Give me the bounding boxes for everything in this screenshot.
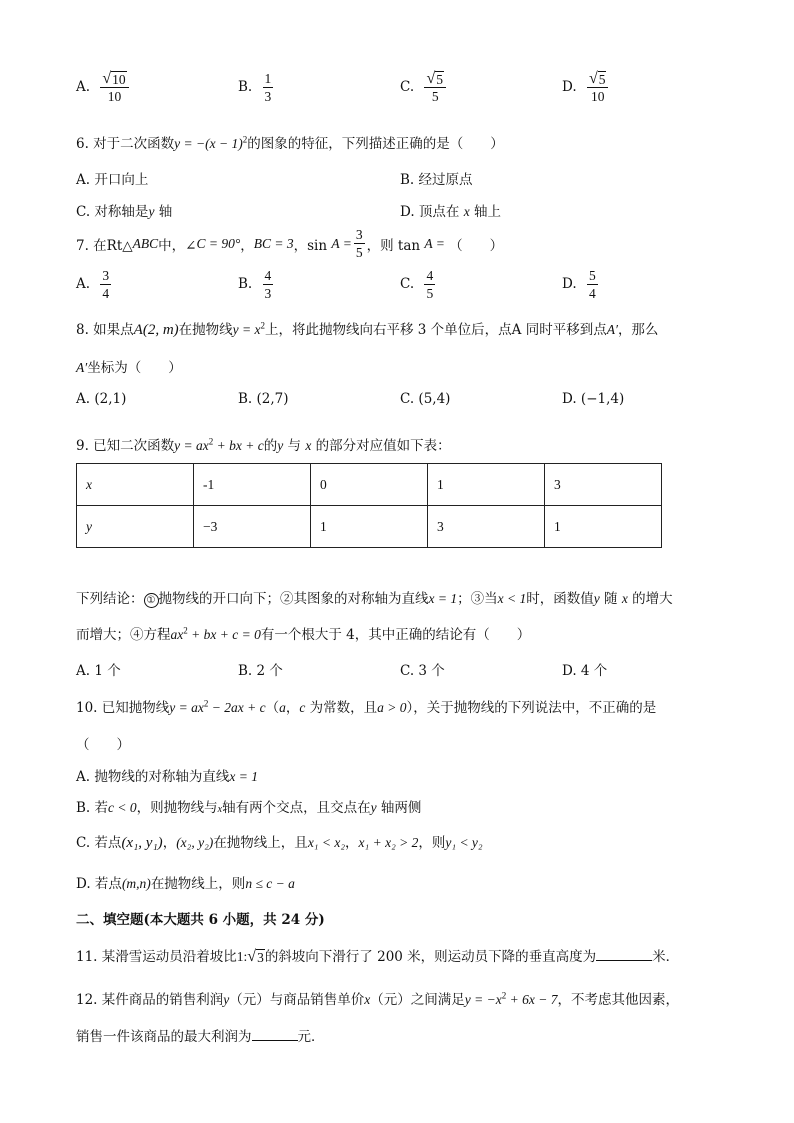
table-cell: -1: [194, 464, 311, 506]
q5-option-b: B. $\frac{1}{3}$: [238, 71, 272, 104]
q5-option-d: D. √ 5 10: [562, 70, 610, 105]
q9-conclusions: 下列结论： ① 抛物线的开口向下；②其图象的对称轴为直线x = 1；③当x < 1时，函数值y 随 x 的增大: [76, 591, 673, 607]
q7-option-c: C. $\frac{4}{5}$: [400, 268, 434, 301]
q6-stem: 6. 对于二次函数$y = -(x - 1)^2$的图象的特征，下列描述正确的是（ ）: [76, 134, 504, 152]
table-cell: 1: [428, 464, 545, 506]
q9-option-c: C. 3 个: [400, 663, 445, 679]
q9-option-b: B. 2 个: [238, 663, 283, 679]
table-cell: x: [77, 464, 194, 506]
q9-conclusions-line2: 而增大；④方程$ax^2$ + bx + c = 0有一个根大于 4，其中正确的结论有（ ）: [76, 625, 531, 643]
q7-option-d: D. $\frac{5}{4}$: [562, 268, 596, 301]
q8-line2: A′坐标为（ ）: [76, 360, 182, 376]
table-cell: 0: [311, 464, 428, 506]
q10-option-b: B. 若c < 0，则抛物线与x轴有两个交点，且交点在y 轴两侧: [76, 800, 422, 816]
q9-option-a: A. 1 个: [76, 663, 121, 679]
table-cell: 3: [428, 506, 545, 548]
q5-option-c: C. √ 5 5: [400, 70, 448, 105]
q10-option-d: D. 若点(m,n)在抛物线上，则n ≤ c − a: [76, 876, 295, 892]
q9-option-d: D. 4 个: [562, 663, 608, 679]
q10-stem: 10. 已知抛物线$y = ax^2 - 2ax + c(a$，c 为常数，且a > 0），关于抛物线的下列说法中，不正确的是: [76, 698, 657, 716]
q8-option-a: A. (2,1): [76, 391, 127, 407]
value-table: [76, 463, 662, 548]
table-cell: y: [77, 506, 194, 548]
q6-option-a: A. 开口向上: [76, 172, 149, 188]
answer-blank: [252, 1026, 298, 1041]
q6-option-d: D. 顶点在 x 轴上: [400, 204, 502, 220]
q6-option-b: B. 经过原点: [400, 172, 473, 188]
q12-line2: 销售一件该商品的最大利润为 元．: [76, 1025, 325, 1045]
q6-option-c: C. 对称轴是y 轴: [76, 204, 173, 220]
section-heading: 二、填空题(本大题共 6 小题，共 24 分): [76, 912, 325, 928]
q7-stem: 7. 在Rt△ ABC 中，∠ C = 90° ， BC = 3 ，sin A = $\frac{3}{5}$ ，则 tan A = （ ）: [76, 227, 504, 260]
table-cell: 1: [311, 506, 428, 548]
table-cell: 1: [545, 506, 662, 548]
q8-option-d: D. (−1,4): [562, 391, 625, 407]
q7-option-b: B. $\frac{4}{3}$: [238, 268, 272, 301]
q5-option-a: A. √ 10 10: [76, 70, 131, 105]
q12-stem: 12. 某件商品的销售利润y（元）与商品销售单价x（元）之间满足$y = -x^2 + 6x - 7$，不考虑其他因素，: [76, 990, 679, 1008]
q10-paren: （ ）: [76, 737, 130, 753]
q10-option-a: A. 抛物线的对称轴为直线x = 1: [76, 769, 258, 785]
answer-blank: [596, 946, 652, 961]
q10-option-c: C. 若点(x₁, y₁)，(x₂, y₂)在抛物线上，且x₁ < x₂，x₁ + x₂ > 2，则y₁ < y₂: [76, 835, 483, 851]
q8-option-c: C. (5,4): [400, 391, 451, 407]
q9-stem: 9. 已知二次函数$y = ax^2$ + bx + c的y 与 x 的部分对应值如下表：: [76, 436, 451, 454]
table-row: [77, 506, 662, 548]
q8-stem: 8. 如果点A(2, m)在抛物线$y = x^2$上，将此抛物线向右平移 3 个单位后，点A 同时平移到点A′，那么: [76, 320, 659, 338]
table-cell: 3: [545, 464, 662, 506]
q11-stem: 11. 某滑雪运动员沿着坡比1: √ 3 的斜坡向下滑行了 200 米，则运动员下降的垂直高度为 米．: [76, 948, 680, 965]
table-row: [77, 464, 662, 506]
q8-option-b: B. (2,7): [238, 391, 289, 407]
q7-option-a: A. $\frac{3}{4}$: [76, 268, 110, 301]
table-cell: −3: [194, 506, 311, 548]
